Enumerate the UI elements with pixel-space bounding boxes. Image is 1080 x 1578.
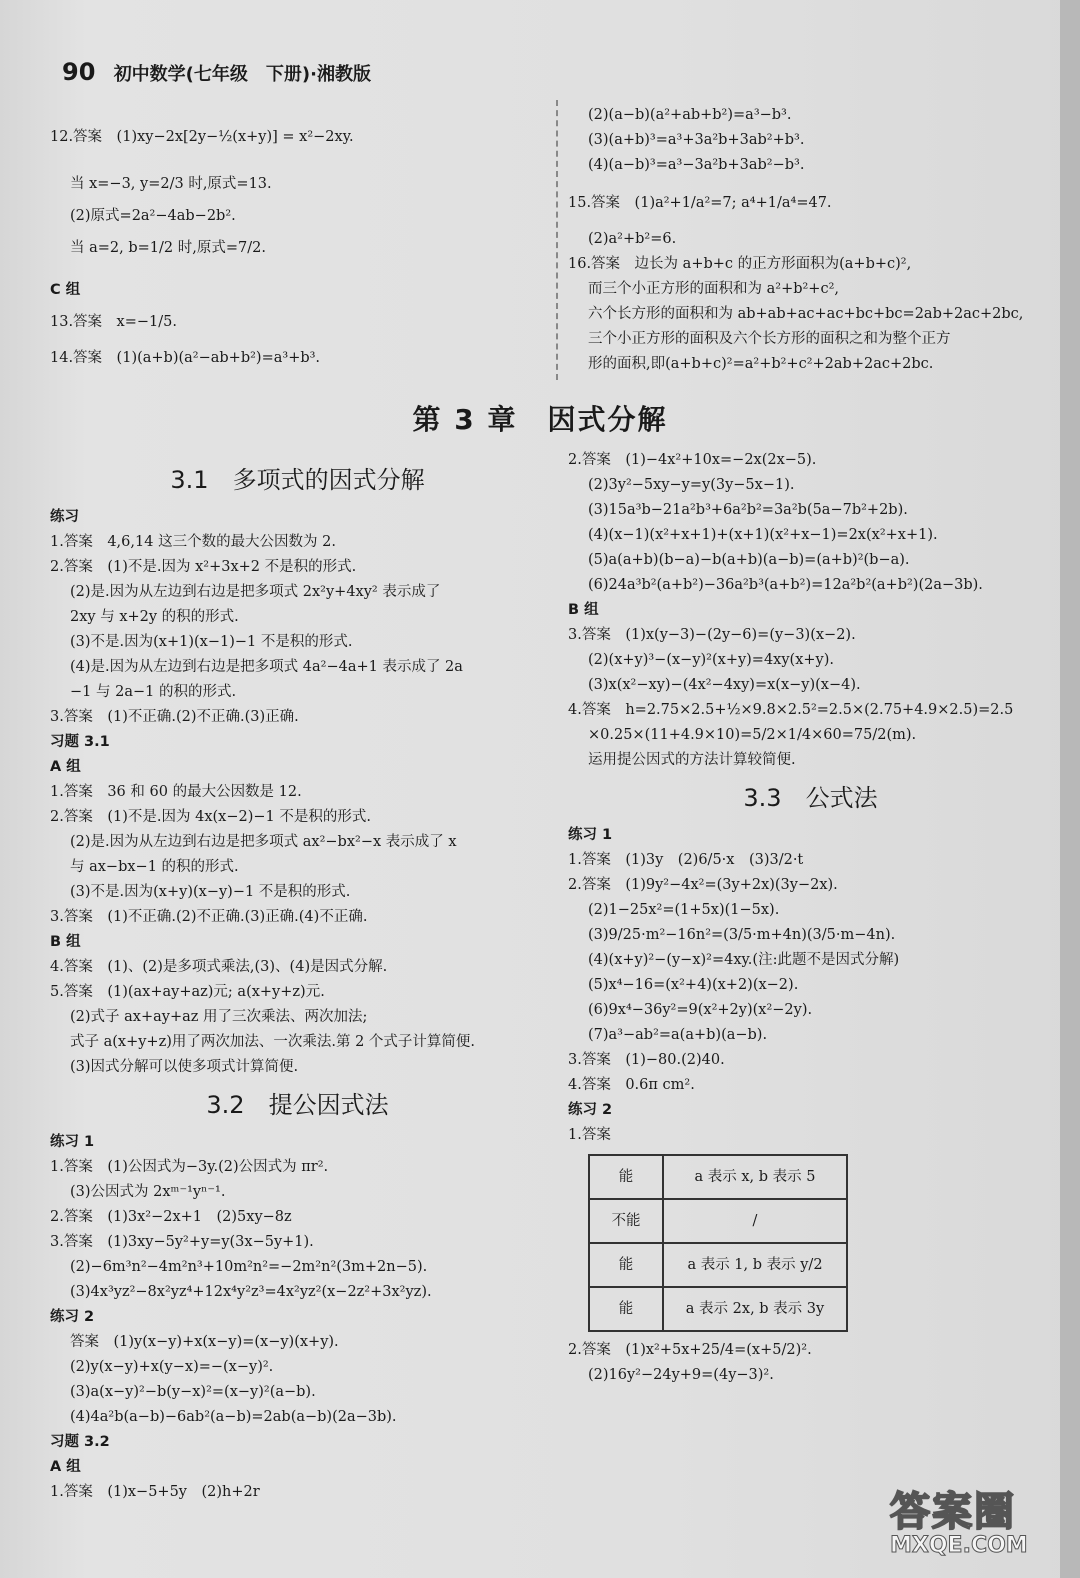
answer-line: 式子 a(x+y+z)用了两次加法、一次乘法.第 2 个式子计算简便. [70, 1034, 476, 1050]
answer-line: 4.答案 h=2.75×2.5+½×9.8×2.5²=2.5×(2.75+4.9×2.5)=2.5 [568, 702, 1014, 718]
answer-line: (2)是.因为从左边到右边是把多项式 ax²−bx²−x 表示成了 x [70, 834, 457, 850]
page-edge [1060, 0, 1080, 1578]
answer-line: 3.答案 (1)x(y−3)−(2y−6)=(y−3)(x−2). [568, 627, 856, 643]
answer-line: (2)a²+b²=6. [588, 231, 677, 247]
answer-line: (3)不是.因为(x+1)(x−1)−1 不是积的形式. [70, 634, 353, 650]
answer-line: 3.答案 (1)3xy−5y²+y=y(3x−5y+1). [50, 1234, 314, 1250]
page-header [62, 58, 371, 86]
answer-line: (4)(x−1)(x²+x+1)+(x+1)(x²+x−1)=2x(x²+x+1). [588, 527, 938, 543]
answer-line: 2.答案 (1)不是.因为 4x(x−2)−1 不是积的形式. [50, 809, 371, 825]
group-heading: 练习 [50, 509, 79, 525]
group-heading: 习题 3.2 [50, 1434, 110, 1450]
group-heading: C 组 [50, 282, 81, 298]
answer-line: 当 a=2, b=1/2 时,原式=7/2. [70, 240, 266, 256]
answer-line: (4)4a²b(a−b)−6ab²(a−b)=2ab(a−b)(2a−3b). [70, 1409, 397, 1425]
group-heading: 练习 2 [50, 1309, 95, 1325]
answer-line: 三个小正方形的面积及六个长方形的面积之和为整个正方 [588, 331, 951, 347]
top-left-answers [50, 122, 540, 371]
table-row [589, 1243, 847, 1287]
answer-line: 2.答案 (1)不是.因为 x²+3x+2 不是积的形式. [50, 559, 357, 575]
watermark-url: MXQE.COM [890, 1533, 1028, 1558]
table-cell-mapping: a 表示 1, b 表示 y/2 [663, 1243, 847, 1287]
table-row [589, 1155, 847, 1199]
answer-line: (2)16y²−24y+9=(4y−3)². [588, 1367, 774, 1383]
answer-line: 14.答案 (1)(a+b)(a²−ab+b²)=a³+b³. [50, 350, 321, 366]
answer-line: 3.答案 (1)不正确.(2)不正确.(3)正确. [50, 709, 299, 725]
answer-line: 1.答案 (1)公因式为−3y.(2)公因式为 πr². [50, 1159, 329, 1175]
answer-line: ×0.25×(11+4.9×10)=5/2×1/4×60=75/2(m). [588, 727, 917, 743]
answer-table [588, 1154, 848, 1332]
group-heading: 习题 3.1 [50, 734, 110, 750]
answer-line: (2)是.因为从左边到右边是把多项式 2x²y+4xy² 表示成了 [70, 584, 441, 600]
group-heading: 练习 1 [568, 827, 613, 843]
answer-line: (6)9x⁴−36y²=9(x²+2y)(x²−2y). [588, 1002, 813, 1018]
right-column [568, 448, 1053, 1388]
page-number: 90 [62, 58, 96, 86]
answer-line: (3)(a+b)³=a³+3a²b+3ab²+b³. [588, 132, 805, 148]
chapter-title: 第 3 章 因式分解 [412, 403, 668, 436]
group-heading: A 组 [50, 759, 81, 775]
answer-line: 1.答案 [568, 1127, 611, 1143]
answer-line: (2)(x+y)³−(x−y)²(x+y)=4xy(x+y). [588, 652, 834, 668]
answer-line: (5)a(a+b)(b−a)−b(a+b)(a−b)=(a+b)²(b−a). [588, 552, 910, 568]
table-row [589, 1199, 847, 1243]
answer-line: 形的面积,即(a+b+c)²=a²+b²+c²+2ab+2ac+2bc. [588, 356, 934, 372]
answer-line: 1.答案 36 和 60 的最大公因数是 12. [50, 784, 302, 800]
answer-line: (2)式子 ax+ay+az 用了三次乘法、两次加法; [70, 1009, 368, 1025]
answer-line: 1.答案 (1)x−5+5y (2)h+2r [50, 1484, 260, 1500]
answer-line: 13.答案 x=−1/5. [50, 314, 177, 330]
answer-line: (2)3y²−5xy−y=y(3y−5x−1). [588, 477, 795, 493]
answer-line: 4.答案 (1)、(2)是多项式乘法,(3)、(4)是因式分解. [50, 959, 388, 975]
answer-line: (4)是.因为从左边到右边是把多项式 4a²−4a+1 表示成了 2a [70, 659, 463, 675]
answer-line: (3)因式分解可以使多项式计算简便. [70, 1059, 299, 1075]
watermark-text: 答案圈 [890, 1489, 1016, 1535]
table-cell-mapping: a 表示 2x, b 表示 3y [663, 1287, 847, 1331]
answer-line: (2)原式=2a²−4ab−2b². [70, 208, 236, 224]
left-column [50, 455, 545, 1505]
answer-line: 1.答案 (1)3y (2)6/5·x (3)3/2·t [568, 852, 804, 868]
group-heading: A 组 [50, 1459, 81, 1475]
answer-line: 3.答案 (1)不正确.(2)不正确.(3)正确.(4)不正确. [50, 909, 368, 925]
book-title: 初中数学(七年级 下册)·湘教版 [113, 64, 371, 85]
answer-line: (3)4x³yz²−8x²yz⁴+12x⁴y²z³=4x²yz²(x−2z²+3x²yz). [70, 1284, 432, 1300]
answer-line: −1 与 2a−1 的积的形式. [70, 684, 237, 700]
section-title: 3.3 公式法 [743, 784, 878, 812]
answer-line: (4)(x+y)²−(y−x)²=4xy.(注:此题不是因式分解) [588, 952, 900, 968]
answer-line: (3)15a³b−21a²b³+6a²b²=3a²b(5a−7b²+2b). [588, 502, 908, 518]
column-divider [556, 100, 558, 380]
answer-line: (2)y(x−y)+x(y−x)=−(x−y)². [70, 1359, 274, 1375]
table-cell-ability: 能 [589, 1243, 663, 1287]
answer-line: (3)公因式为 2xᵐ⁻¹yⁿ⁻¹. [70, 1184, 226, 1200]
answer-line: (3)9/25·m²−16n²=(3/5·m+4n)(3/5·m−4n). [588, 927, 896, 943]
answer-line: 当 x=−3, y=2/3 时,原式=13. [70, 176, 272, 192]
answer-line: (3)x(x²−xy)−(4x²−4xy)=x(x−y)(x−4). [588, 677, 861, 693]
group-heading: B 组 [568, 602, 599, 618]
answer-line: 答案 (1)y(x−y)+x(x−y)=(x−y)(x+y). [70, 1334, 339, 1350]
table-row [589, 1287, 847, 1331]
table-cell-ability: 不能 [589, 1199, 663, 1243]
answer-line: 4.答案 0.6π cm². [568, 1077, 695, 1093]
answer-line: (2)(a−b)(a²+ab+b²)=a³−b³. [588, 107, 792, 123]
answer-line: 12.答案 (1)xy−2x[2y−½(x+y)] = x²−2xy. [50, 129, 354, 145]
watermark-logo [890, 1480, 1070, 1570]
answer-line: 2xy 与 x+2y 的积的形式. [70, 609, 239, 625]
table-cell-mapping: / [663, 1199, 847, 1243]
section-title: 3.1 多项式的因式分解 [170, 466, 425, 494]
answer-line: 六个长方形的面积和为 ab+ab+ac+ac+bc+bc=2ab+2ac+2bc, [588, 306, 1024, 322]
answer-line: (2)−6m³n²−4m²n³+10m²n²=−2m²n²(3m+2n−5). [70, 1259, 428, 1275]
table-cell-ability: 能 [589, 1287, 663, 1331]
answer-line: (7)a³−ab²=a(a+b)(a−b). [588, 1027, 768, 1043]
answer-line: 2.答案 (1)9y²−4x²=(3y+2x)(3y−2x). [568, 877, 838, 893]
group-heading: B 组 [50, 934, 81, 950]
answer-line: 与 ax−bx−1 的积的形式. [70, 859, 239, 875]
answer-line: 运用提公因式的方法计算较简便. [588, 752, 796, 768]
answer-line: (2)1−25x²=(1+5x)(1−5x). [588, 902, 780, 918]
answer-line: (3)不是.因为(x+y)(x−y)−1 不是积的形式. [70, 884, 351, 900]
group-heading: 练习 1 [50, 1134, 95, 1150]
top-right-answers [568, 103, 1053, 377]
answer-line: 1.答案 4,6,14 这三个数的最大公因数为 2. [50, 534, 337, 550]
answer-line: 3.答案 (1)−80.(2)40. [568, 1052, 725, 1068]
group-heading: 练习 2 [568, 1102, 613, 1118]
answer-line: (5)x⁴−16=(x²+4)(x+2)(x−2). [588, 977, 799, 993]
table-cell-ability: 能 [589, 1155, 663, 1199]
answer-line: (3)a(x−y)²−b(y−x)²=(x−y)²(a−b). [70, 1384, 316, 1400]
answer-line: (6)24a³b²(a+b²)−36a²b³(a+b²)=12a²b²(a+b²)(2a−3b). [588, 577, 983, 593]
answer-line: 15.答案 (1)a²+1/a²=7; a⁴+1/a⁴=47. [568, 195, 832, 211]
answer-line: 5.答案 (1)(ax+ay+az)元; a(x+y+z)元. [50, 984, 325, 1000]
section-title: 3.2 提公因式法 [206, 1091, 389, 1119]
answer-line: 2.答案 (1)−4x²+10x=−2x(2x−5). [568, 452, 817, 468]
answer-line: 2.答案 (1)3x²−2x+1 (2)5xy−8z [50, 1209, 292, 1225]
answer-line: 而三个小正方形的面积和为 a²+b²+c², [588, 281, 840, 297]
table-cell-mapping: a 表示 x, b 表示 5 [663, 1155, 847, 1199]
answer-line: 2.答案 (1)x²+5x+25/4=(x+5/2)². [568, 1342, 812, 1358]
answer-line: (4)(a−b)³=a³−3a²b+3ab²−b³. [588, 157, 805, 173]
answer-line: 16.答案 边长为 a+b+c 的正方形面积为(a+b+c)², [568, 256, 912, 272]
